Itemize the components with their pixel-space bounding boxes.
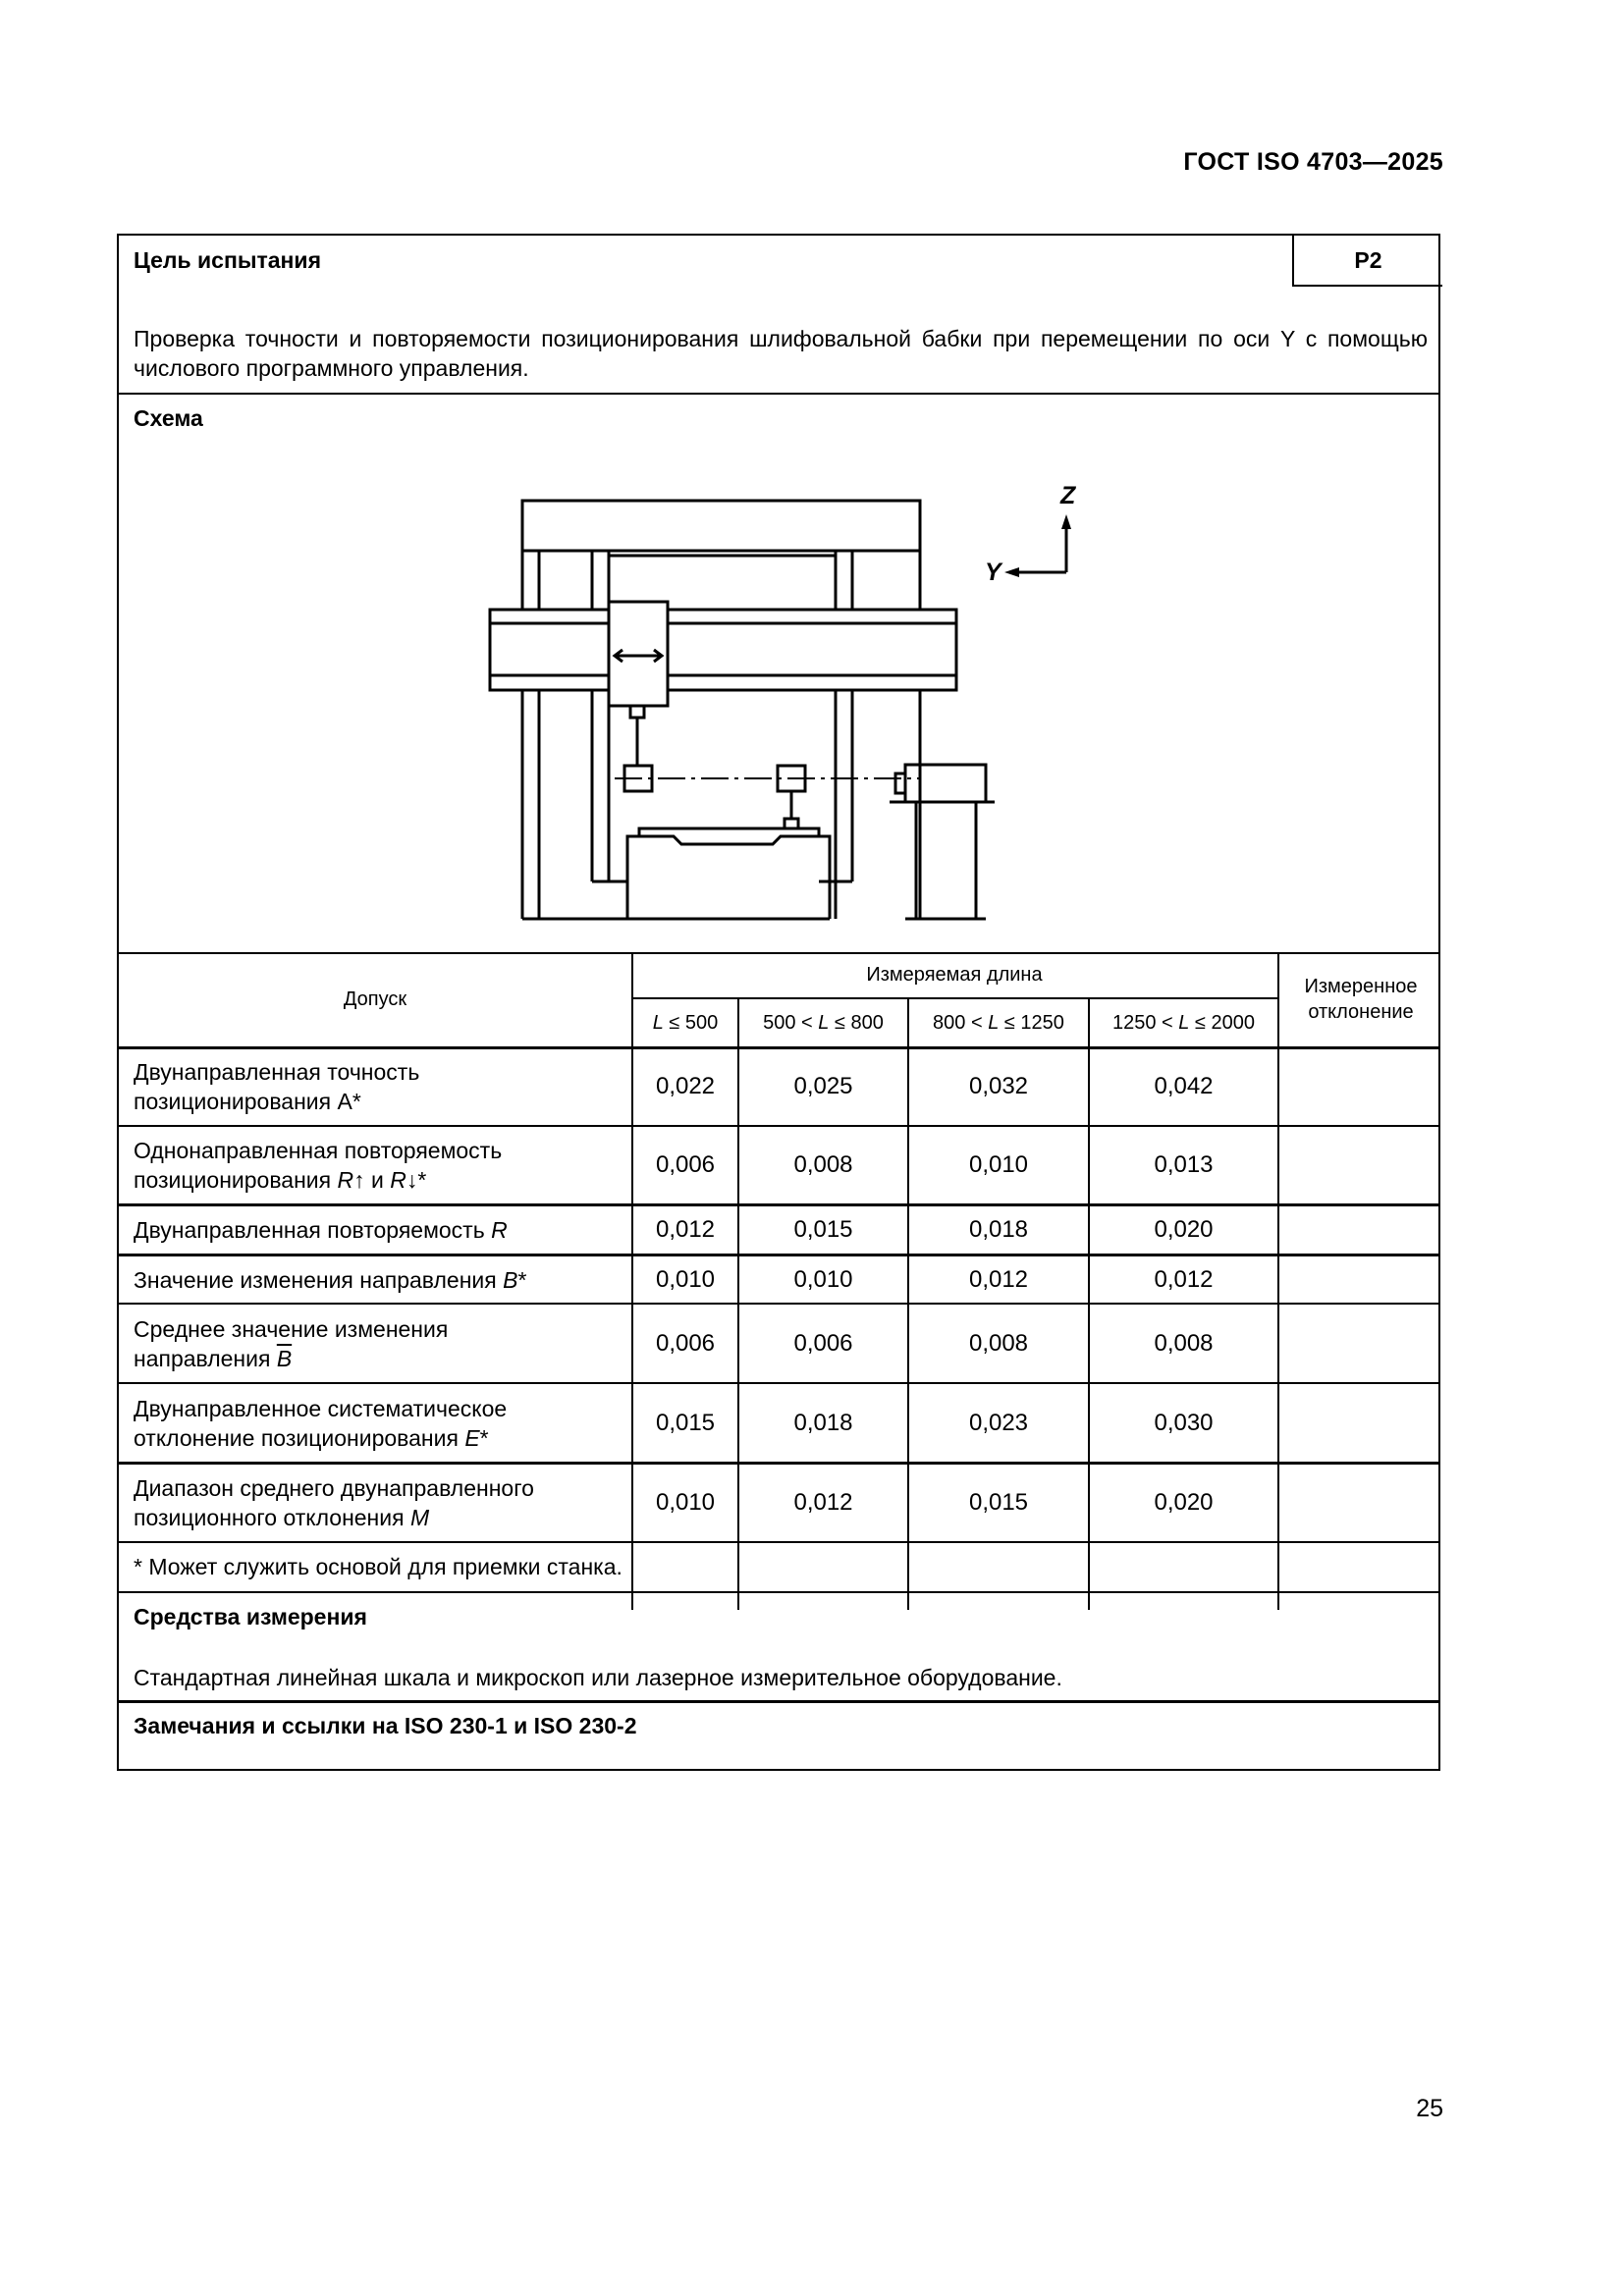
table-cell: 0,008 [968, 1329, 1029, 1357]
table-cell: 0,032 [968, 1073, 1029, 1099]
table-cell: 0,010 [655, 1265, 716, 1293]
measured-length-header: Измеряемая длина [866, 964, 1043, 986]
table-cell: 0,018 [793, 1409, 853, 1436]
table-cell: 0,042 [1154, 1073, 1214, 1099]
table-cell: 0,006 [655, 1151, 716, 1178]
table-row-label: Двунаправленная точность позиционирования A* [134, 1059, 420, 1114]
table-cell: 0,022 [655, 1073, 716, 1099]
table-cell: 0,020 [1154, 1216, 1214, 1243]
col-header: L ≤ 500 [652, 1012, 719, 1034]
document-id: ГОСТ ISO 4703—2025 [1183, 148, 1443, 176]
instruments-text: Стандартная линейная шкала и микроскоп или лазерное измерительное оборудование. [134, 1665, 1062, 1690]
table-cell: 0,015 [793, 1216, 853, 1243]
cross-rail [490, 610, 956, 690]
table-cell: 0,023 [968, 1409, 1029, 1436]
test-sheet [117, 234, 1440, 1771]
table-cell: 0,010 [793, 1265, 853, 1293]
table-cell: 0,012 [655, 1216, 716, 1243]
table-cell: 0,008 [1154, 1329, 1214, 1357]
table-cell: 0,008 [793, 1151, 853, 1178]
table-row-label: Диапазон среднего двунаправленного позиционного отклонения M [134, 1475, 534, 1530]
table-cell: 0,015 [655, 1409, 716, 1436]
col-header: 800 < L ≤ 1250 [933, 1012, 1064, 1034]
laser-head [905, 765, 986, 802]
table-cell: 0,012 [793, 1489, 853, 1516]
table-row-label: Двунаправленная повторяемость R [134, 1217, 508, 1243]
test-code: P2 [1354, 247, 1382, 273]
page-number: 25 [1416, 2095, 1443, 2122]
table-row-label: Однонаправленная повторяемость позиционирования R↑ и R↓* [134, 1138, 503, 1193]
table-cell: 0,018 [968, 1216, 1029, 1243]
table-row-label: Двунаправленное систематическое отклонение позиционирования E* [134, 1395, 508, 1451]
purpose-label: Цель испытания [134, 247, 321, 273]
tolerance-header: Допуск [343, 988, 407, 1010]
table-cell: 0,025 [793, 1073, 853, 1099]
machine-table [627, 828, 830, 919]
table-cell: 0,012 [968, 1265, 1029, 1293]
table-cell: 0,006 [655, 1329, 716, 1357]
table-cell: 0,015 [968, 1489, 1029, 1516]
axis-z-label: Z [1060, 482, 1076, 509]
table-cell: 0,013 [1154, 1151, 1214, 1178]
table-cell: 0,010 [968, 1151, 1029, 1178]
machine-diagram [119, 236, 1442, 952]
table-row-label: Значение изменения направления B* [134, 1266, 527, 1293]
table-row-label: Среднее значение изменения направления $\overline{B}$ [134, 1315, 449, 1371]
col-header: 1250 < L ≤ 2000 [1111, 1012, 1255, 1034]
schema-label: Схема [134, 405, 203, 431]
table-cell: 0,012 [1154, 1265, 1214, 1293]
col-header: 500 < L ≤ 800 [763, 1012, 884, 1034]
top-beam [522, 501, 920, 551]
test-description-text: Проверка точности и повторяемости позиционирования шлифовальной бабки при перемещении по оси Y с помощью числового программного управления. [134, 326, 1428, 381]
remarks-label: Замечания и ссылки на ISO 230-1 и ISO 230-2 [134, 1713, 637, 1738]
footnote: * Может служить основой для приемки станка. [134, 1554, 623, 1579]
table-cell: 0,030 [1154, 1409, 1214, 1436]
table-cell: 0,010 [655, 1489, 716, 1516]
axis-y-label: Y [985, 559, 1001, 586]
table-cell: 0,006 [793, 1329, 853, 1357]
instruments-label: Средства измерения [134, 1604, 367, 1629]
table-cell: 0,020 [1154, 1489, 1214, 1516]
measured-deviation-header: Измеренное отклонение [1304, 976, 1418, 1023]
